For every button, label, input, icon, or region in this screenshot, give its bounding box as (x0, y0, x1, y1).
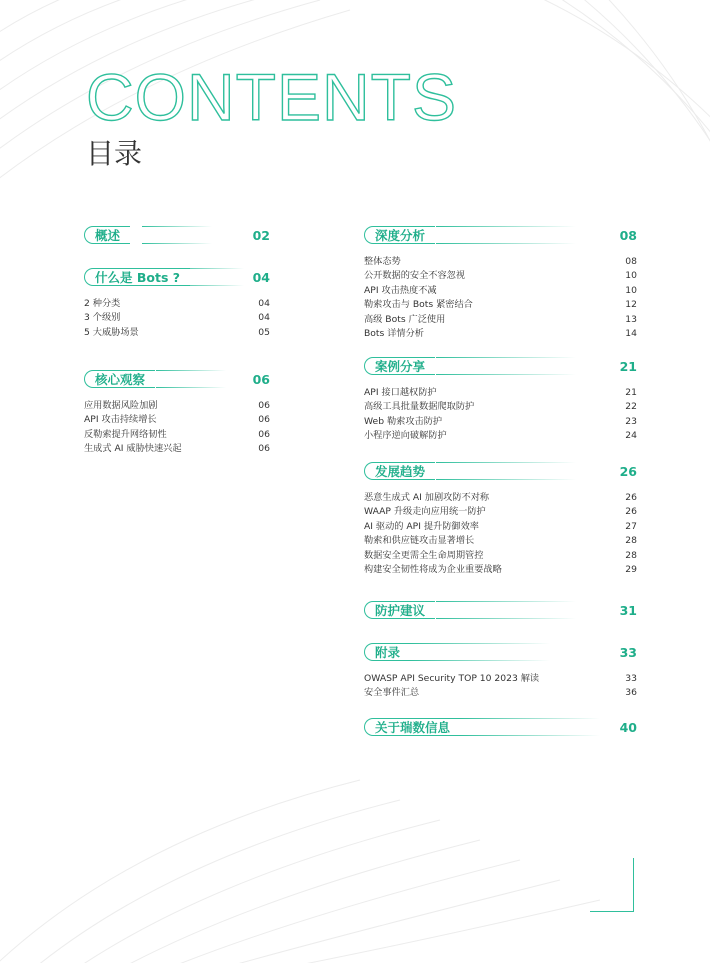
toc-item-page: 22 (625, 401, 637, 413)
toc-item[interactable] (364, 415, 637, 429)
toc-item-page: 29 (625, 563, 637, 575)
toc-item-page: 28 (625, 549, 637, 561)
toc-item-page: 24 (625, 430, 637, 442)
toc-item-page: 04 (258, 312, 270, 324)
toc-item[interactable] (364, 269, 637, 283)
toc-item-page: 10 (625, 284, 637, 296)
toc-item[interactable] (84, 442, 270, 456)
section-page: 26 (619, 464, 637, 479)
section-label: 什么是 Bots ? (84, 268, 190, 286)
toc-item-text: API 攻击持续增长 (84, 414, 157, 426)
toc-item-text: 应用数据风险加剧 (84, 400, 158, 411)
toc-item[interactable] (364, 386, 637, 400)
toc-item-text: 3 个级别 (84, 312, 121, 324)
toc-section-trends[interactable] (364, 462, 637, 577)
toc-item-page: 06 (258, 400, 270, 411)
toc-item-page: 12 (625, 299, 637, 311)
section-label: 深度分析 (364, 226, 435, 244)
section-page: 33 (619, 645, 637, 660)
section-label: 附录 (364, 643, 410, 661)
toc-item-page: 14 (625, 327, 637, 339)
toc-item-text: Bots 详情分析 (364, 327, 424, 339)
toc-item-page: 08 (625, 256, 637, 267)
toc-item-page: 26 (625, 506, 637, 518)
toc-item-page: 06 (258, 428, 270, 440)
toc-item-text: 构建安全韧性将成为企业重要战略 (364, 563, 502, 575)
toc-item-text: 5 大威胁场景 (84, 326, 139, 338)
section-page: 08 (619, 228, 637, 243)
toc-item[interactable] (364, 534, 637, 548)
toc-item-text: OWASP API Security TOP 10 2023 解读 (364, 673, 540, 684)
toc-item-page: 05 (258, 326, 270, 338)
section-page: 04 (252, 270, 270, 285)
toc-item-text: Web 勒索攻击防护 (364, 415, 443, 427)
toc-item-page: 28 (625, 535, 637, 547)
page-subtitle: 目录 (86, 137, 143, 170)
section-label: 关于瑞数信息 (364, 718, 460, 736)
toc-item-text: WAAP 升级走向应用统一防护 (364, 506, 486, 518)
toc-item[interactable] (364, 313, 637, 327)
section-label: 案例分享 (364, 357, 435, 375)
toc-item[interactable] (364, 549, 637, 563)
toc-section-what-is-bots[interactable] (84, 268, 270, 340)
toc-item[interactable] (364, 429, 637, 443)
toc-item-text: 安全事件汇总 (364, 687, 420, 699)
section-page: 06 (252, 372, 270, 387)
toc-item[interactable] (364, 284, 637, 298)
toc-section-about[interactable] (364, 718, 637, 738)
section-label: 防护建议 (364, 601, 435, 619)
toc-item[interactable] (84, 311, 270, 325)
toc-item[interactable] (364, 520, 637, 534)
toc-item-text: 数据安全更需全生命周期管控 (364, 549, 484, 561)
toc-item-text: 勒索攻击与 Bots 紧密结合 (364, 299, 473, 311)
toc-item-page: 06 (258, 443, 270, 455)
toc-item[interactable] (364, 400, 637, 414)
toc-item-page: 04 (258, 298, 270, 309)
toc-item-text: 生成式 AI 威胁快速兴起 (84, 443, 182, 455)
toc-item[interactable] (84, 428, 270, 442)
toc-section-recommendations[interactable] (364, 601, 637, 621)
toc-item[interactable] (84, 297, 270, 311)
toc-item-page: 10 (625, 270, 637, 282)
toc-item[interactable] (364, 505, 637, 519)
toc-item[interactable] (364, 672, 637, 686)
toc-item-text: 高级 Bots 广泛使用 (364, 313, 446, 325)
toc-item-text: 高级工具批量数据爬取防护 (364, 401, 475, 413)
toc-section-appendix[interactable] (364, 643, 637, 701)
toc-item-text: AI 驱动的 API 提升防御效率 (364, 520, 479, 532)
section-label: 概述 (84, 226, 130, 244)
toc-item[interactable] (364, 298, 637, 312)
toc-item-text: 恶意生成式 AI 加剧攻防不对称 (364, 492, 490, 503)
toc-item-page: 21 (625, 387, 637, 398)
toc-item[interactable] (84, 326, 270, 340)
toc-item-page: 06 (258, 414, 270, 426)
section-label: 发展趋势 (364, 462, 435, 480)
toc-item-page: 27 (625, 520, 637, 532)
page-title: CONTENTS (86, 60, 457, 134)
section-page: 40 (619, 720, 637, 735)
toc-item-page: 36 (625, 687, 637, 699)
toc-item-text: 反勒索提升网络韧性 (84, 428, 167, 440)
toc-item-text: 2 种分类 (84, 298, 121, 309)
toc-section-overview[interactable] (84, 226, 270, 246)
toc-section-case-studies[interactable] (364, 357, 637, 444)
toc-item[interactable] (364, 255, 637, 269)
toc-item-text: 整体态势 (364, 256, 401, 267)
section-page: 02 (252, 228, 270, 243)
toc-item-page: 26 (625, 492, 637, 503)
toc-item-text: API 接口越权防护 (364, 387, 437, 398)
toc-item-page: 23 (625, 415, 637, 427)
toc-item-text: 勒索和供应链攻击显著增长 (364, 535, 475, 547)
toc-section-deep-analysis[interactable] (364, 226, 637, 341)
toc-item-text: 公开数据的安全不容忽视 (364, 270, 466, 282)
toc-item-text: API 攻击热度不减 (364, 284, 437, 296)
toc-item-text: 小程序逆向破解防护 (364, 430, 447, 442)
toc-item[interactable] (364, 491, 637, 505)
toc-item[interactable] (84, 413, 270, 427)
toc-item[interactable] (364, 327, 637, 341)
toc-item-page: 33 (625, 673, 637, 684)
toc-item[interactable] (84, 399, 270, 413)
section-page: 31 (619, 603, 637, 618)
section-page: 21 (619, 359, 637, 374)
toc-item-page: 13 (625, 313, 637, 325)
toc-item[interactable] (364, 686, 637, 700)
section-label: 核心观察 (84, 370, 155, 388)
toc-section-core-observations[interactable] (84, 370, 270, 457)
corner-bracket-decoration (590, 858, 634, 912)
toc-item[interactable] (364, 563, 637, 577)
